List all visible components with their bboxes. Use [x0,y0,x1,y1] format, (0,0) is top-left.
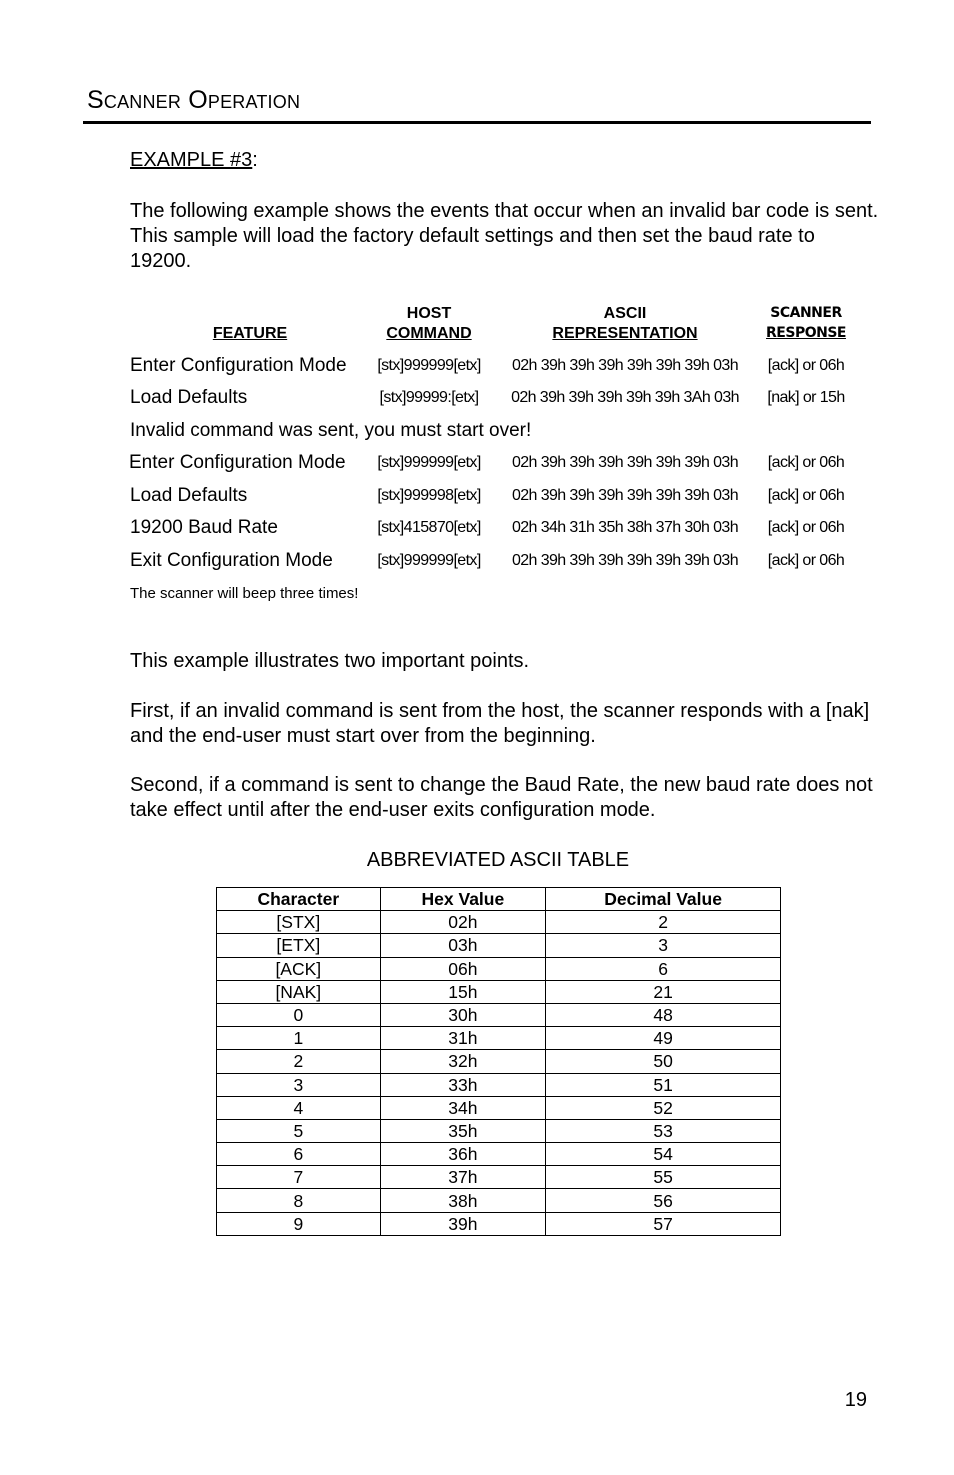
row-response: [ack] or 06h [767,454,845,471]
command-row [0,485,954,517]
row-host-command: [stx]999998[etx] [377,487,481,504]
beep-note: The scanner will beep three times! [130,585,359,602]
row-feature: Load Defaults [130,387,248,408]
cell-decimal-value: 3 [546,934,781,957]
ascii-table-title: ABBREVIATED ASCII TABLE [366,849,630,871]
cell-hex-value: 02h [380,911,546,934]
table-row [217,1212,781,1235]
cell-decimal-value: 2 [546,911,781,934]
table-row [217,1189,781,1212]
cell-character: 6 [217,1143,381,1166]
row-ascii: 02h 39h 39h 39h 39h 39h 3Ah 03h [511,389,739,406]
cell-character: [STX] [217,911,381,934]
header-feature: FEATURE [212,325,288,342]
example-label [130,149,258,172]
cell-decimal-value: 57 [546,1212,781,1235]
page-number: 19 [844,1389,867,1411]
table-row [217,980,781,1003]
cell-hex-value: 34h [380,1096,546,1119]
example-label-suffix: : [252,149,258,171]
header-hex-value: Hex Value [380,888,546,911]
header-response-line2: RESPONSE [766,325,846,341]
row-feature: 19200 Baud Rate [130,517,278,538]
table-row [217,1050,781,1073]
row-feature: Load Defaults [130,485,248,506]
table-row [217,1096,781,1119]
header-host-line1: HOST [406,305,452,322]
cell-hex-value: 38h [380,1189,546,1212]
title-rule [83,121,871,124]
cell-hex-value: 03h [380,934,546,957]
cell-hex-value: 36h [380,1143,546,1166]
example-label-text: EXAMPLE #3 [130,149,253,171]
cell-character: [NAK] [217,980,381,1003]
row-host-command: [stx]999999[etx] [377,552,481,569]
row-ascii: 02h 39h 39h 39h 39h 39h 39h 03h [511,552,739,569]
cell-hex-value: 06h [380,957,546,980]
row-host-command: [stx]999999[etx] [377,454,481,471]
cell-decimal-value: 53 [546,1119,781,1142]
table-row [217,1073,781,1096]
cell-hex-value: 37h [380,1166,546,1189]
row-ascii: 02h 39h 39h 39h 39h 39h 39h 03h [511,357,739,374]
table-row [217,1166,781,1189]
cell-character: 8 [217,1189,381,1212]
header-ascii-line2: REPRESENTATION [552,325,698,342]
cell-decimal-value: 50 [546,1050,781,1073]
cell-decimal-value: 54 [546,1143,781,1166]
row-feature: Exit Configuration Mode [130,550,333,571]
cell-hex-value: 35h [380,1119,546,1142]
cell-character: 2 [217,1050,381,1073]
cell-decimal-value: 6 [546,957,781,980]
command-row [0,355,954,387]
header-character: Character [217,888,381,911]
header-ascii-line1: ASCII [603,305,647,322]
ascii-table [216,887,781,1236]
cell-character: 4 [217,1096,381,1119]
intro-paragraph: The following example shows the events that occur when an invalid bar code is sent. This sample will load the factory default settings and then set the baud rate to 19200. [130,200,879,272]
points-intro-paragraph: This example illustrates two important points. [130,650,530,672]
row-ascii: 02h 39h 39h 39h 39h 39h 39h 03h [511,487,739,504]
cell-hex-value: 32h [380,1050,546,1073]
table-row [217,1003,781,1026]
cell-character: 9 [217,1212,381,1235]
cell-decimal-value: 56 [546,1189,781,1212]
cell-decimal-value: 21 [546,980,781,1003]
row-response: [ack] or 06h [767,487,845,504]
table-row [217,911,781,934]
cell-hex-value: 15h [380,980,546,1003]
table-row [217,1027,781,1050]
cell-character: 0 [217,1003,381,1026]
second-point-paragraph: Second, if a command is sent to change the Baud Rate, the new baud rate does not take effect until after the end-user exits configuration mode. [130,774,873,821]
row-response: [ack] or 06h [767,552,845,569]
cell-decimal-value: 49 [546,1027,781,1050]
row-host-command: [stx]999999[etx] [377,357,481,374]
row-feature: Enter Configuration Mode [130,355,347,376]
ascii-table-header-row [217,888,781,911]
table-row [217,1119,781,1142]
cell-decimal-value: 52 [546,1096,781,1119]
cell-character: [ETX] [217,934,381,957]
invalid-command-note: Invalid command was sent, you must start over! [130,420,532,441]
header-response-line1: SCANNER [770,305,842,321]
table-row [217,934,781,957]
cell-hex-value: 30h [380,1003,546,1026]
cell-hex-value: 39h [380,1212,546,1235]
cell-decimal-value: 55 [546,1166,781,1189]
cell-character: 1 [217,1027,381,1050]
row-response: [ack] or 06h [767,519,845,536]
command-row [0,387,954,419]
command-row [0,550,954,582]
row-ascii: 02h 34h 31h 35h 38h 37h 30h 03h [511,519,739,536]
table-row [217,957,781,980]
section-title: Scanner Operation [87,86,301,114]
row-host-command: [stx]415870[etx] [377,519,481,536]
cell-hex-value: 33h [380,1073,546,1096]
row-ascii: 02h 39h 39h 39h 39h 39h 39h 03h [511,454,739,471]
command-row [0,517,954,549]
command-row [0,452,954,484]
row-response: [nak] or 15h [767,389,845,406]
cell-character: [ACK] [217,957,381,980]
cell-character: 7 [217,1166,381,1189]
table-row [217,1143,781,1166]
cell-character: 3 [217,1073,381,1096]
header-decimal-value: Decimal Value [546,888,781,911]
row-host-command: [stx]99999:[etx] [379,389,479,406]
first-point-paragraph: First, if an invalid command is sent from the host, the scanner responds with a [nak] and the end-user must start over from the beginning. [130,700,870,747]
row-feature: Enter Configuration Mode [129,452,346,473]
cell-character: 5 [217,1119,381,1142]
cell-decimal-value: 48 [546,1003,781,1026]
row-response: [ack] or 06h [767,357,845,374]
cell-decimal-value: 51 [546,1073,781,1096]
header-host-line2: COMMAND [386,325,472,342]
cell-hex-value: 31h [380,1027,546,1050]
